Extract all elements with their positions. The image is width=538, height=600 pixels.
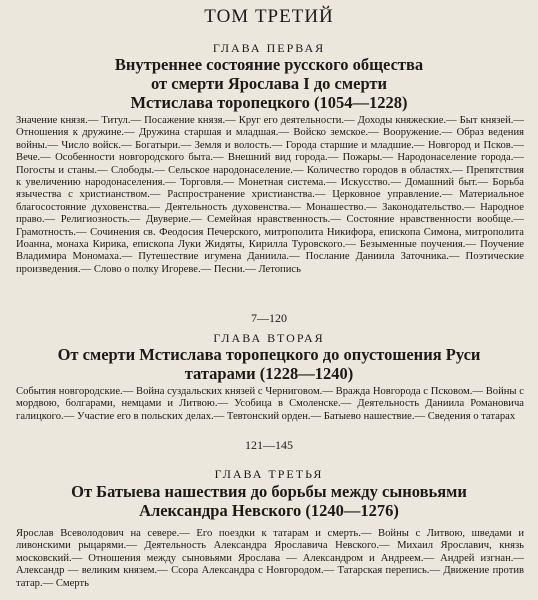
chapter-2-pages: 121—145 (245, 438, 293, 452)
chapter-3-title-line: От Батыева нашествия до борьбы между сыновьями (71, 482, 467, 501)
chapter-3-title (0, 482, 538, 520)
chapter-3-label: ГЛАВА ТРЕТЬЯ (214, 467, 324, 481)
chapter-2-label: ГЛАВА ВТОРАЯ (213, 331, 325, 345)
chapter-1-title (0, 55, 538, 112)
chapter-2-title-line: татарами (1228—1240) (184, 364, 354, 383)
chapter-1-title-line: Внутреннее состояние русского общества (114, 55, 424, 74)
chapter-2-title (0, 345, 538, 383)
chapter-1-title-line: от смерти Ярослава I до смерти (150, 74, 388, 93)
chapter-1-label: ГЛАВА ПЕРВАЯ (212, 41, 326, 55)
chapter-3-summary: Ярослав Всеволодович на севере.— Его поездки к татарам и смерть.— Войны с Литвою, шведами и ливонскими рыцарями.— Деятельность Александра Ярославича Невского.— Михаил Ярославич, князь московский.— Отношения между сыновьями Ярослава — Александром и Андреем.— Андрей изгнан.— Александр — великим князем.— Ссора Александра с Новгородом.— Татарская перепись.— Движение против татар.— Смерть (16, 528, 524, 589)
chapter-1-pages: 7—120 (251, 311, 287, 325)
chapter-3-title-line: Александра Невского (1240—1276) (139, 501, 399, 520)
chapter-2-title-line: От смерти Мстислава торопецкого до опустошения Руси (57, 345, 481, 364)
chapter-1-summary: Значение князя.— Титул.— Посажение князя.— Круг его деятельности.— Доходы княжеские.— Быт князей.— Отношения к дружине.— Дружина старшая и младшая.— Войско земское.— Вооружение.— Образ ведения войны.— Число войск.— Богатыри.— Земля и волость.— Города старшие и младшие.— Новгород и Псков.— Вече.— Особенности новгородского быта.— Внешний вид города.— Пожары.— Народонаселение города.— Погосты и станы.— Слободы.— Сельское народонаселение.— Количество городов в областях.— Препятствия к увеличению народонаселения.— Торговля.— Монетная система.— Искусство.— Домашний быт.— Борьба язычества с христианством.— Распространение христианства.— Церковное управление.— Материальное благосостояние духовенства.— Деятельность духовенства.— Монашество.— Законодательство.— Народное право.— Религиозность.— Двуверие.— Семейная нравственность.— Состояние нравственности вообще.— Грамотность.— Сочинения св. Феодосия Печерского, митрополита Никифора, епископа Симона, митрополита Иоанна, монаха Кирика, епископа Луки Жидяты, Кирилла Туровского.— Безыменные поучения.— Поучение Владимира Мономаха.— Путешествие игумена Даниила.— Послание Даниила Заточника.— Поэтические произведения.— Слово о полку Игореве.— Песни.— Летопись (16, 115, 524, 275)
chapter-1-title-line: Мстислава торопецкого (1054—1228) (130, 93, 408, 112)
volume-title: ТОМ ТРЕТИЙ (204, 6, 334, 27)
chapter-2-summary: События новгородские.— Война суздальских князей с Черниговом.— Вражда Новгорода с Псковом.— Войны с мордвою, болгарами, немцами и Литвою.— Усобица в Смоленске.— Деятельность Даниила Романовича галицкого.— Участие его в польских делах.— Тевтонский орден.— Батыево нашествие.— Сведения о татарах (16, 386, 524, 422)
